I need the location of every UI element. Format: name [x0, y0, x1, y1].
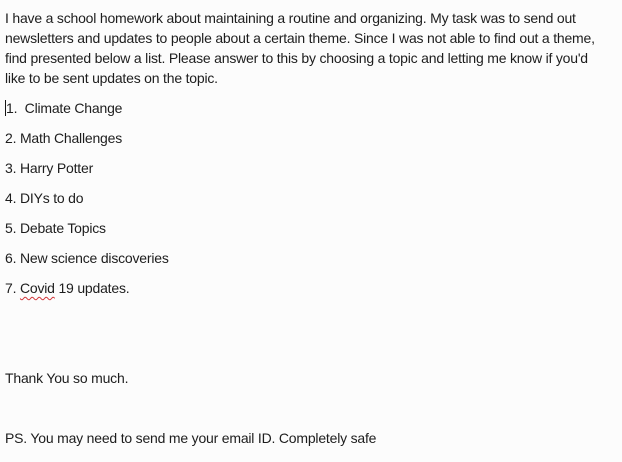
topic-item-math-challenges[interactable] [5, 128, 620, 148]
spellcheck-flagged-word: Covid [19, 280, 55, 296]
paragraph-line[interactable]: like to be sent updates on the topic. [5, 70, 218, 86]
paragraph-line[interactable]: newsletters and updates to people about a certain theme. Since I was not able to find out a theme, [5, 30, 595, 46]
topic-item-climate-change[interactable] [5, 98, 620, 118]
intro-paragraph [5, 8, 620, 88]
topic-list [5, 98, 620, 308]
topic-text: 3. Harry Potter [5, 160, 94, 176]
topic-item-harry-potter[interactable] [5, 158, 620, 178]
paragraph-line[interactable]: I have a school homework about maintaining a routine and organizing. My task was to send out [5, 10, 576, 26]
topic-item-covid-updates[interactable] [5, 278, 620, 298]
topic-item-debate-topics[interactable] [5, 218, 620, 238]
topic-text: 2. Math Challenges [5, 130, 123, 146]
topic-text: 7. [5, 280, 20, 296]
topic-text: 5. Debate Topics [5, 220, 106, 236]
topic-text: 6. New science discoveries [5, 250, 169, 266]
paragraph-line[interactable]: find presented below a list. Please answer to this by choosing a topic and letting me know if you'd [5, 50, 588, 66]
topic-text: 19 updates. [54, 280, 130, 296]
topic-text: 4. DIYs to do [5, 190, 84, 206]
postscript-line[interactable]: PS. You may need to send me your email ID. Completely safe [5, 430, 377, 446]
topic-text: 1. Climate Change [6, 100, 123, 116]
topic-item-science-discoveries[interactable] [5, 248, 620, 268]
topic-item-diys[interactable] [5, 188, 620, 208]
closing-line[interactable]: Thank You so much. [5, 370, 129, 386]
